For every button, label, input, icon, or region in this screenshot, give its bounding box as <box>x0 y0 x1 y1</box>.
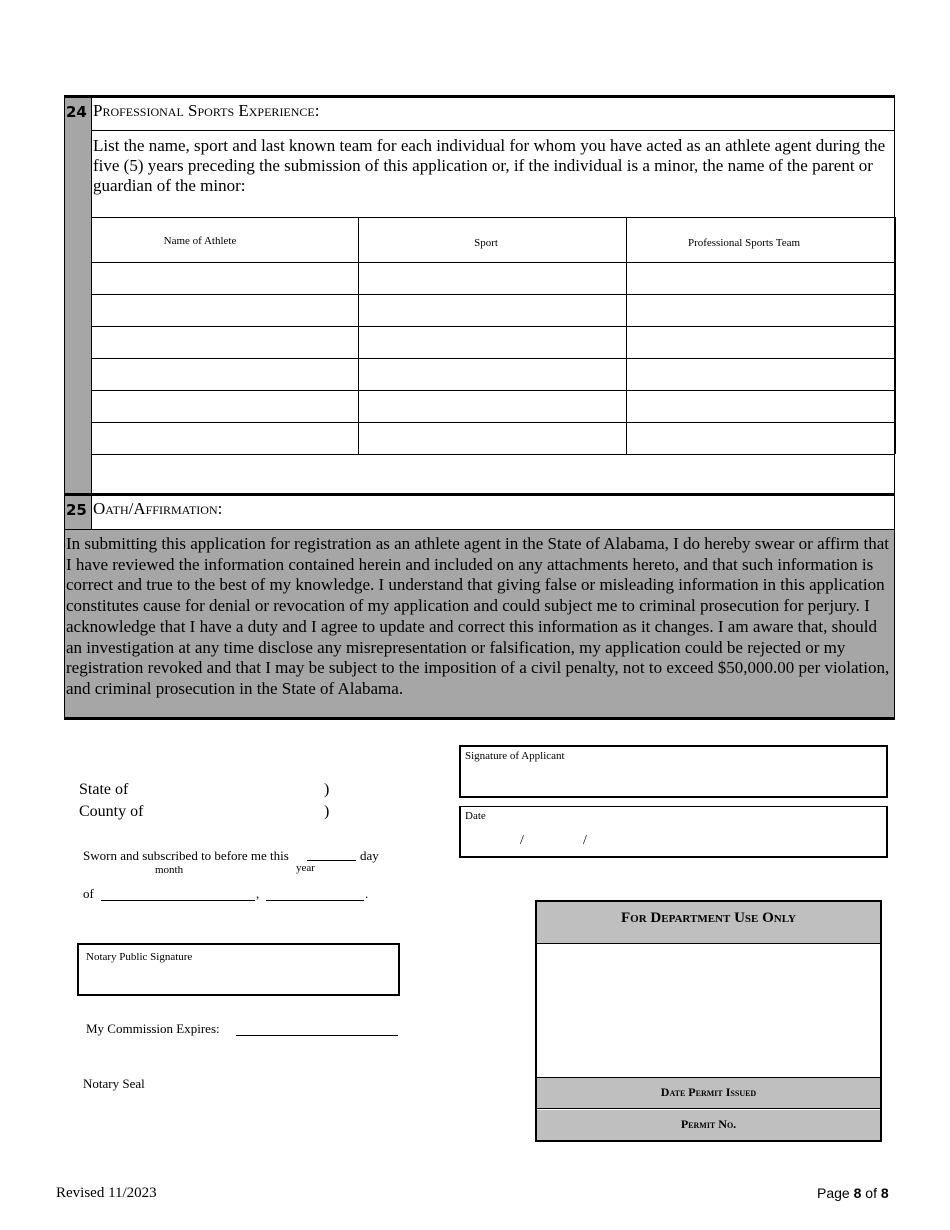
applicant-signature-box[interactable] <box>459 745 888 798</box>
department-title: For Department Use Only <box>621 910 796 926</box>
day-field[interactable] <box>307 846 356 861</box>
table-row[interactable] <box>92 391 895 423</box>
notary-seal-label: Notary Seal <box>83 1076 145 1091</box>
county-of-label: County of <box>79 803 144 820</box>
athlete-table <box>92 217 896 454</box>
column-header-professional-sports-team: Professional Sports Team <box>687 237 801 249</box>
section-25-title: Oath/Affirmation: <box>93 499 223 518</box>
page-total: 8 <box>880 1185 889 1201</box>
of-comma: , <box>256 886 260 901</box>
sworn-statement: Sworn and subscribed to before me this <box>83 848 289 863</box>
of-period: . <box>365 886 369 901</box>
page-number <box>817 1185 889 1201</box>
page-of-word: of <box>865 1185 877 1201</box>
table-row[interactable] <box>92 423 895 455</box>
day-label: day <box>360 848 379 863</box>
year-label: year <box>296 862 315 874</box>
month-field[interactable] <box>101 886 255 901</box>
revised-date: Revised 11/2023 <box>56 1185 157 1201</box>
of-label: of <box>83 886 94 901</box>
notary-signature-box[interactable] <box>77 943 400 996</box>
year-field[interactable] <box>266 886 364 901</box>
page-current: 8 <box>853 1185 862 1201</box>
oath-text: In submitting this application for registration as an athlete agent in the State of Alabama, I do hereby swear or affirm that I have reviewed the information contained herein and included on any attachments hereto, and that such information is correct and true to the best of my knowledge. I understand that giving false or misleading information in this application constitutes cause for denial or revocation of my application and could subject me to criminal prosecution for perjury. I acknowledge that I have a duty and I agree to update and correct this information as it changes. I am aware that, should an investigation at any time disclose any misrepresentation or falsification, my application could be rejected or my registration revoked and that I may be subject to the imposition of a civil penalty, not to exceed $50,000.00 per violation, and criminal prosecution in the State of Alabama. <box>64 530 895 720</box>
notary-signature-label: Notary Public Signature <box>86 951 193 963</box>
date-slash-1: / <box>520 833 524 848</box>
state-of-label: State of <box>79 781 129 798</box>
month-label: month <box>155 864 184 876</box>
commission-expires-label: My Commission Expires: <box>86 1021 220 1036</box>
county-paren: ) <box>324 803 330 820</box>
table-row[interactable] <box>92 263 895 295</box>
date-box[interactable] <box>459 806 888 858</box>
section-24-title-divider <box>92 130 895 131</box>
permit-no-label: Permit No. <box>680 1117 737 1131</box>
commission-expires-field[interactable] <box>236 1021 398 1036</box>
state-paren: ) <box>324 781 330 798</box>
table-row[interactable] <box>92 295 895 327</box>
column-header-sport: Sport <box>474 237 498 249</box>
department-use-box <box>535 900 882 1142</box>
applicant-signature-label: Signature of Applicant <box>465 750 565 762</box>
table-row[interactable] <box>92 327 895 359</box>
section-24-sidebar <box>64 98 92 495</box>
section-24-title: Professional Sports Experience: <box>93 101 320 120</box>
section-25-number: 25 <box>66 501 87 519</box>
section-24-number: 24 <box>66 103 87 121</box>
date-permit-issued-label: Date Permit Issued <box>660 1085 757 1099</box>
date-label: Date <box>465 810 486 822</box>
table-row[interactable] <box>92 359 895 391</box>
column-header-name-of-athlete: Name of Athlete <box>163 235 237 247</box>
section-24-instructions: List the name, sport and last known team for each individual for whom you have acted as an athlete agent during the five (5) years preceding the submission of this application or, if the individual is a minor, the name of the parent or guardian of the minor: <box>93 136 886 195</box>
page-word: Page <box>817 1185 850 1201</box>
department-notes-area[interactable] <box>537 945 880 1077</box>
date-slash-2: / <box>583 833 587 848</box>
